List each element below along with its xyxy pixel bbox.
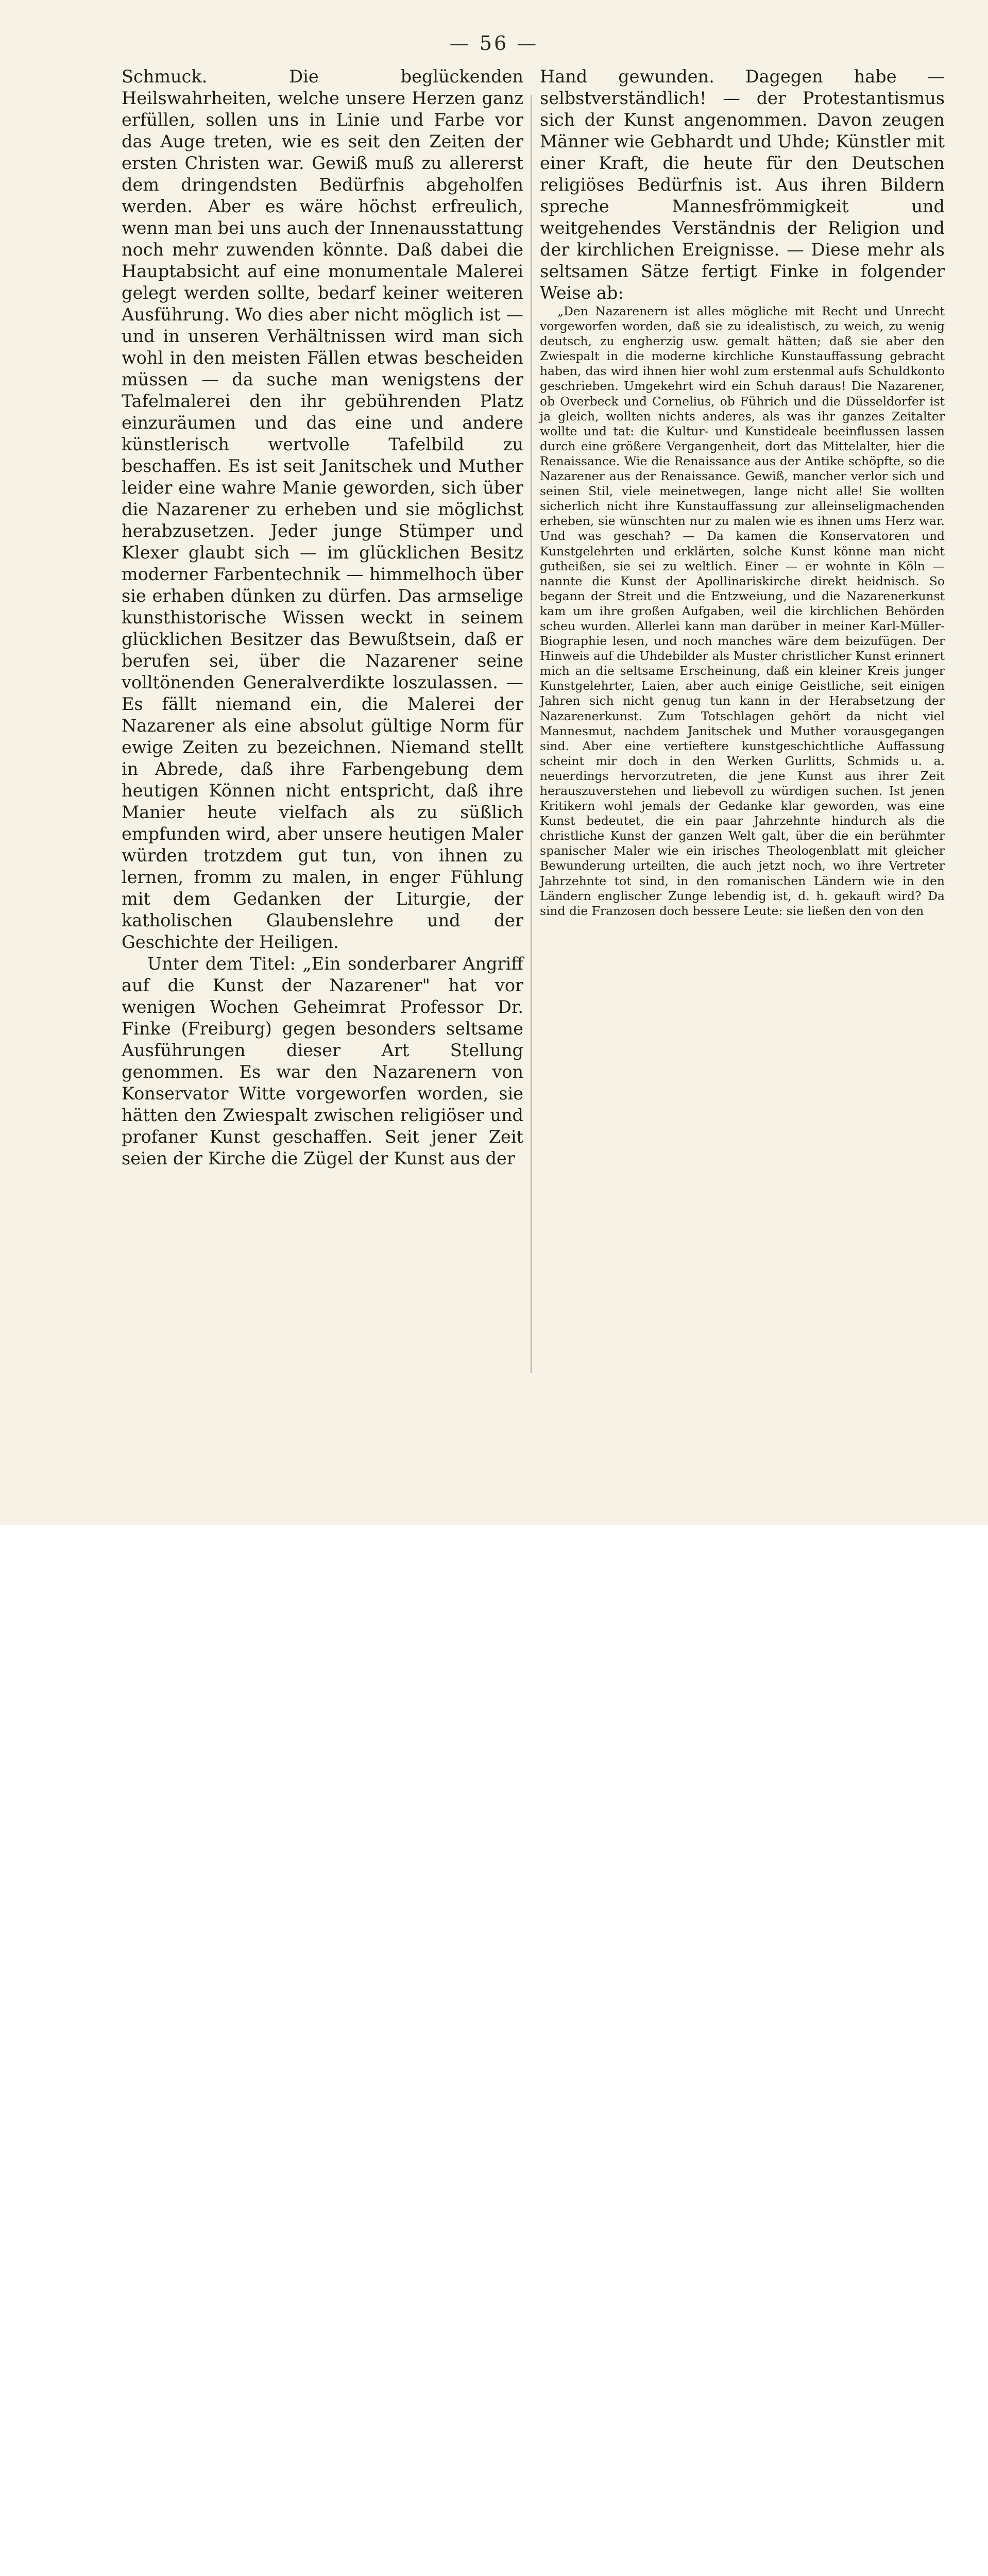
quotation-finke: „Den Nazarenern ist alles mögliche mit Recht und Unrecht vorgeworfen worden, daß sie zu idealistisch, zu weich, zu wenig deutsch, zu engherzig usw. gemalt hätten; daß sie aber den Zwiespalt in die moderne kirchliche Kunstauffassung gebracht haben, das wird ihnen hier wohl zum erstenmal aufs Schuldkonto geschrieben. Umgekehrt wird ein Schuh daraus! Die Nazarener, ob Overbeck und Cornelius, ob Führich und die Düsseldorfer ist ja gleich, wollten nichts anderes, als was ihr ganzes Zeitalter wollte und tat: die Kultur- und Kunstideale beeinflussen lassen durch eine größere Vergangenheit, dort das Mittelalter, hier die Renaissance. Wie die Renaissance aus der Antike schöpfte, so die Nazarener aus der Renaissance. Gewiß, mancher verlor sich und seinen Stil, viele meinetwegen, lange nicht alle! Sie wollten sicherlich nicht ihre Kunstauffassung zur alleinseligmachenden erheben, sie wünschten nur zu malen wie es ihnen ums Herz war. Und was geschah? — Da kamen die Konservatoren und Kunstgelehrten und erklärten, solche Kunst könne man nicht gutheißen, sie sei zu weltlich. Einer — er wohnte in Köln — nannte die Kunst der Apollinariskirche direkt heidnisch. So begann der Streit und die Entzweiung, und die Nazarenerkunst kam um ihre großen Aufgaben, weil die kirchlichen Behörden scheu wurden. Allerlei kann man darüber in meiner Karl-Müller-Biographie lesen, und noch manches wäre dem beizufügen. Der Hinweis auf die Uhdebilder als Muster christlicher Kunst erinnert mich an die seltsame Erscheinung, daß ein kleiner Kreis junger Kunstgelehrter, Laien, aber auch einige Geistliche, seit einigen Jahren sich nicht genug tun kann in der Herabsetzung der Nazarenerkunst. Zum Totschlagen gehört da nicht viel Mannesmut, nachdem Janitschek und Muther vorausgegangen sind. Aber eine vertieftere kunstgeschichtliche Auffassung scheint mir doch in den Werken Gurlitts, Schmids u. a. neuerdings hervorzutreten, die jene Kunst aus ihrer Zeit herauszuverstehen und liebevoll zu würdigen suchen. Ist jenen Kritikern wohl jemals der Gedanke klar geworden, was eine Kunst bedeutet, die ein paar Jahrzehnte hindurch als die christliche Kunst der ganzen Welt galt, über die ein berühmter spanischer Maler wie ein irisches Theologenblatt mit gleicher Bewunderung urteilten, die auch jetzt noch, wo ihre Vertreter Jahrzehnte tot sind, in den romanischen Ländern wie in den Ländern englischer Zunge lebendig ist, d. h. gekauft wird? Da sind die Franzosen doch bessere Leute: sie ließen den von den (540, 304, 945, 918)
footer-bar (0, 1525, 988, 1601)
paragraph-hand-gewunden: Hand gewunden. Dagegen habe — selbstverständlich! — der Protestantismus sich der Kunst angenommen. Davon zeugen Männer wie Gebhardt und Uhde; Künstler mit einer Kraft, die heute für den Deutschen religiöses Bedürfnis ist. Aus ihren Bildern spreche Mannesfrömmigkeit und weitgehendes Verständnis der Religion und der kirchlichen Ereignisse. — Diese mehr als seltsamen Sätze fertigt Finke in folgender Weise ab: (540, 66, 945, 303)
page-number: — 56 — (449, 32, 539, 55)
column-divider (531, 95, 532, 1373)
paragraph-schmuck: Schmuck. Die beglückenden Heilswahrheiten, welche unsere Herzen ganz erfüllen, sollen uns in Linie und Farbe vor das Auge treten, wie es seit den Zeiten der ersten Christen war. Gewiß muß zu allererst dem dringendsten Bedürfnis abgeholfen werden. Aber es wäre höchst erfreulich, wenn man bei uns auch der Innenausstattung noch mehr zuwenden könnte. Daß dabei die Hauptabsicht auf eine monumentale Malerei gelegt werden sollte, bedarf keiner weiteren Ausführung. Wo dies aber nicht möglich ist — und in unseren Verhältnissen wird man sich wohl in den meisten Fällen etwas bescheiden müssen — da suche man wenigstens der Tafelmalerei den ihr gebührenden Platz einzuräumen und das eine und andere künstlerisch wertvolle Tafelbild zu beschaffen. Es ist seit Janitschek und Muther leider eine wahre Manie geworden, sich über die Nazarener zu erheben und sie möglichst herabzusetzen. Jeder junge Stümper und Klexer glaubt sich — im glücklichen Besitz moderner Farbentechnik — himmelhoch über sie erhaben dünken zu dürfen. Das armselige kunsthistorische Wissen weckt in seinem glücklichen Besitzer das Bewußtsein, daß er berufen sei, über die Nazarener seine volltönenden Generalverdikte loszulassen. — Es fällt niemand ein, die Malerei der Nazarener als eine absolut gültige Norm für ewige Zeiten zu bezeichnen. Niemand stellt in Abrede, daß ihre Farbengebung dem heutigen Können nicht entspricht, daß ihre Manier heute vielfach als zu süßlich empfunden wird, aber unsere heutigen Maler würden trotzdem gut tun, von ihnen zu lernen, fromm zu malen, in enger Fühlung mit dem Gedanken der Liturgie, der katholischen Glaubenslehre und der Geschichte der Heiligen. (122, 66, 523, 952)
right-column (540, 66, 945, 919)
left-column (122, 66, 523, 1170)
paragraph-unter-dem-titel: Unter dem Titel: „Ein sonderbarer Angriff auf die Kunst der Nazarener" hat vor wenigen Wochen Geheimrat Professor Dr. Finke (Freiburg) gegen besonders seltsame Ausführungen dieser Art Stellung genommen. Es war den Nazarenern von Konservator Witte vorgeworfen worden, sie hätten den Zwiespalt zwischen religiöser und profaner Kunst geschaffen. Seit jener Zeit seien der Kirche die Zügel der Kunst aus der (122, 954, 523, 1168)
